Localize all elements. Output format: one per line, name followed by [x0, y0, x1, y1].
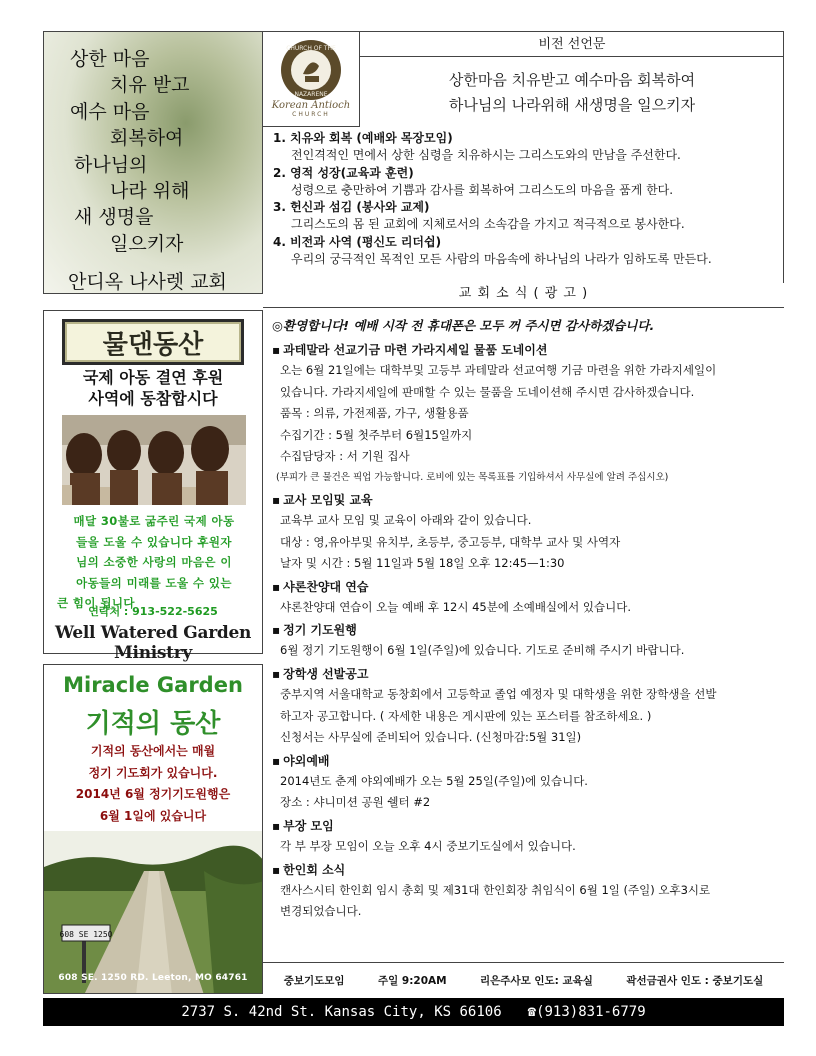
news-section: [272, 751, 782, 814]
prayer-meeting-info: [263, 962, 784, 998]
vision-item: [273, 130, 778, 165]
nazarene-logo-icon: [275, 38, 347, 102]
news-line: 교육부 교사 모임 및 교육이 아래와 같이 있습니다.: [280, 512, 532, 527]
meeting-leader: 리은주사모 인도: 교육실: [480, 975, 593, 987]
vision-statement-box: [263, 31, 784, 294]
vision-item: [273, 199, 778, 234]
news-section: [272, 490, 782, 575]
vision-item-body: 성령으로 충만하여 기쁨과 감사를 회복하여 그리스도의 마음을 품게 한다.: [291, 182, 674, 197]
vision-item: [273, 234, 778, 269]
church-name: 안디옥 나사렛 교회: [68, 271, 227, 294]
church-news: [272, 316, 782, 923]
vision-item-body: 우리의 궁극적인 목적인 모든 사람의 마음속에 하나님의 나라가 임하도록 만든다.: [291, 252, 712, 267]
slogan-line: 일으키자: [110, 232, 184, 255]
children-praying-photo: [62, 415, 246, 505]
logo-caption: Korean Antioch: [271, 100, 351, 111]
svg-text:NAZARENE: NAZARENE: [294, 91, 328, 98]
vision-statement: [360, 68, 784, 118]
mailbox-number: 608 SE 1250: [59, 930, 113, 939]
logo-ring-text: CHURCH OF THE: [286, 45, 336, 52]
ministry-ad-panel: [43, 310, 263, 663]
ministry-line: 님의 소중한 사랑의 마음은 이: [76, 555, 232, 569]
meeting-leader: 곽선금권사 인도 : 중보기도실: [626, 975, 764, 987]
church-address: 2737 S. 42nd St. Kansas City, KS 66106: [181, 1004, 502, 1020]
vision-item-title: 4. 비전과 사역 (평신도 리더쉽): [273, 234, 442, 249]
news-section-title: ▪ 부장 모임: [272, 816, 782, 836]
vision-item-title: 2. 영적 성장(교육과 훈련): [273, 165, 414, 180]
vision-statement-line: 상한마음 치유받고 예수마음 회복하여: [448, 71, 696, 89]
news-section: [272, 340, 782, 488]
welcome-message: ◎환영합니다! 예배 시작 전 휴대폰은 모두 꺼 주시면 감사하겠습니다.: [272, 318, 655, 333]
news-section: [272, 860, 782, 923]
ministry-line: 들을 도울 수 있습니다 후원자: [76, 534, 232, 549]
news-line: 하고자 공고합니다. ( 자세한 내용은 게시판에 있는 포스터를 참조하세요. ): [280, 708, 652, 723]
news-line: 장소 : 샤니미션 공원 쉘터 #2: [280, 795, 431, 810]
ministry-contact: 연락처 : 913-522-5625: [88, 605, 218, 618]
ministry-line: 큰 힘이 됩니다: [57, 596, 135, 610]
news-line: 6월 정기 기도원행이 6월 1일(주일)에 있습니다. 기도로 준비해 주시기 바랍니다.: [280, 643, 685, 658]
slogan-line: 나라 위해: [110, 180, 190, 203]
garden-line: 정기 기도회가 있습니다.: [88, 765, 218, 780]
vision-item-title: 3. 헌신과 섬김 (봉사와 교제): [273, 200, 430, 215]
garden-line: 2014년 6월 정기기도원행은: [75, 787, 231, 801]
ministry-headline: 사역에 동참합시다: [88, 389, 218, 408]
ministry-line: 매달 30불로 굶주린 국제 아동: [73, 514, 235, 528]
slogan-line: 예수 마음: [70, 100, 150, 123]
meeting-label: 중보기도모임: [283, 975, 345, 987]
garden-title-ko: 기적의 동산: [85, 709, 221, 739]
ministry-name: Well Watered Garden Ministry: [54, 623, 252, 663]
news-section-title: ▪ 교사 모임및 교육: [272, 490, 782, 510]
slogan-line: 하나님의: [74, 153, 148, 176]
news-line: 수집기간 : 5월 첫주부터 6월15일까지: [280, 427, 473, 442]
logo-sub: CHURCH: [292, 111, 330, 118]
news-section: [272, 620, 782, 662]
news-line: 캔사스시티 한인회 임시 총회 및 제31대 한인회장 취임식이 6월 1일 (주일) 오후3시로: [280, 882, 711, 897]
vision-item-body: 전인격적인 면에서 상한 심령을 치유하시는 그리스도와의 만남을 주선한다.: [291, 148, 681, 163]
news-line: 변경되었습니다.: [280, 904, 362, 919]
news-section-title: ▪ 정기 기도원행: [272, 620, 782, 640]
news-section-title: ▪ 야외예배: [272, 751, 782, 771]
church-phone: [528, 1004, 646, 1020]
garden-title-en: Miracle Garden: [63, 673, 243, 697]
country-road-photo: [44, 831, 263, 994]
slogan-line: 상한 마음: [70, 48, 150, 70]
news-line: 샤론찬양대 연습이 오늘 예배 후 12시 45분에 소예배실에서 있습니다.: [280, 599, 631, 614]
news-line: 2014년도 춘계 야외예배가 오는 5월 25일(주일)에 있습니다.: [280, 773, 588, 788]
church-logo: [263, 32, 360, 127]
news-section: [272, 577, 782, 619]
vision-statement-line: 하나님의 나라위해 새생명을 일으키자: [448, 96, 696, 114]
news-section-title: ▪ 한인회 소식: [272, 860, 782, 880]
news-note: (부피가 큰 물건은 픽업 가능합니다. 로비에 있는 목록표를 기입하셔서 사무실에 알려 주십시오): [276, 471, 669, 483]
news-line: 있습니다. 가라지세일에 판매할 수 있는 물품을 도네이션해 주시면 감사하겠습니다.: [280, 384, 695, 399]
ministry-description: [54, 511, 254, 614]
miracle-garden-panel: [43, 664, 263, 994]
news-line: 신청서는 사무실에 준비되어 있습니다. (신청마감:5월 31일): [280, 730, 582, 745]
garden-line: 기적의 동산에서는 매월: [90, 744, 216, 758]
news-line: 수집담당자 : 서 기원 집사: [280, 449, 410, 464]
vision-item-body: 그리스도의 몸 된 교회에 지체로서의 소속감을 가지고 적극적으로 봉사한다.: [291, 217, 685, 232]
news-line: 품목 : 의류, 가전제품, 가구, 생활용품: [280, 406, 469, 421]
news-line: 각 부 부장 모임이 오늘 오후 4시 중보기도실에서 있습니다.: [280, 838, 576, 853]
garden-address: 608 SE. 1250 RD. Leeton, MO 64761: [58, 973, 248, 983]
news-section-title: ▪ 장학생 선발공고: [272, 664, 782, 684]
ministry-line: 아동들의 미래를 도울 수 있는: [76, 575, 232, 590]
slogan-panel: [43, 31, 263, 294]
phone-icon: ☎: [527, 1004, 537, 1020]
vision-item: [273, 165, 778, 200]
ministry-sign: [62, 319, 244, 365]
slogan-line: 새 생명을: [74, 206, 154, 229]
garden-announcement: [44, 741, 262, 827]
phone-number: (913)831-6779: [536, 1004, 646, 1020]
slogan-line: 치유 받고: [110, 74, 190, 97]
news-line: 날자 및 시간 : 5월 11일과 5월 18일 오후 12:45—1:30: [280, 556, 565, 571]
vision-list: [273, 130, 778, 268]
vision-item-title: 1. 치유와 회복 (예배와 목장모임): [273, 131, 453, 145]
news-section-title: ▪ 샤론찬양대 연습: [272, 577, 782, 597]
news-line: 대상 : 영,유아부및 유치부, 초등부, 중고등부, 대학부 교사 및 사역자: [280, 534, 621, 549]
news-line: 중부지역 서울대학교 동창회에서 고등학교 졸업 예정자 및 대학생을 위한 장학생을 선발: [280, 686, 717, 701]
ministry-headline: 국제 아동 결연 후원: [82, 368, 224, 387]
garden-line: 6월 1일에 있습니다: [99, 808, 207, 823]
vision-title: 비전 선언문: [360, 32, 784, 57]
slogan-line: 회복하여: [110, 127, 184, 150]
news-section: [272, 816, 782, 858]
news-section: [272, 664, 782, 749]
news-section-title: ▪ 과테말라 선교기금 마련 가라지세일 물품 도네이션: [272, 340, 782, 360]
news-heading: 교 회 소 식 ( 광 고 ): [263, 283, 784, 308]
address-bar: [43, 998, 784, 1026]
news-line: 오는 6월 21일에는 대학부및 고등부 과테말라 선교여행 기금 마련을 위한 가라지세일이: [280, 363, 717, 377]
ministry-sign-text: 물댄동산: [102, 329, 204, 360]
meeting-time: 주일 9:20AM: [377, 975, 447, 987]
